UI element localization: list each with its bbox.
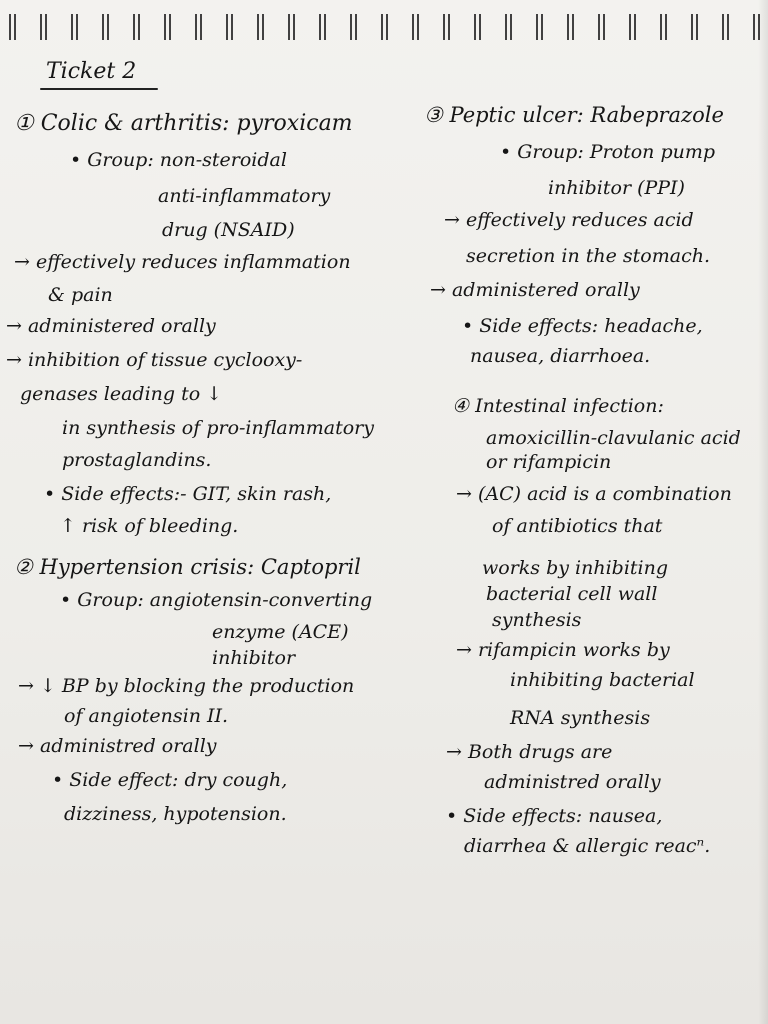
note-line: bacterial cell wall bbox=[486, 583, 658, 605]
note-line: amoxicillin-clavulanic acid bbox=[486, 427, 741, 449]
note-line: ② Hypertension crisis: Captopril bbox=[14, 555, 361, 579]
ticket-title: Ticket 2 bbox=[46, 59, 137, 84]
note-line: inhibitor bbox=[212, 647, 296, 669]
note-line: of angiotensin II. bbox=[64, 705, 229, 727]
note-line: • Side effects:- GIT, skin rash, bbox=[44, 483, 332, 505]
note-line: ① Colic & arthritis: pyroxicam bbox=[14, 111, 353, 136]
spiral-binding bbox=[0, 14, 768, 40]
note-line: • Group: angiotensin-converting bbox=[60, 589, 373, 611]
note-line: of antibiotics that bbox=[492, 515, 663, 537]
note-line: • Group: non-steroidal bbox=[70, 149, 287, 171]
note-line: prostaglandins. bbox=[62, 449, 212, 471]
note-line: synthesis bbox=[492, 609, 582, 631]
note-line: RNA synthesis bbox=[510, 707, 651, 729]
note-line: & pain bbox=[48, 284, 113, 306]
note-line: → (AC) acid is a combination bbox=[456, 483, 732, 505]
note-line: enzyme (ACE) bbox=[212, 621, 349, 643]
note-line: nausea, diarrhoea. bbox=[470, 345, 651, 367]
note-line: • Side effects: nausea, bbox=[446, 805, 663, 827]
note-line: genases leading to ↓ bbox=[20, 383, 223, 405]
note-line: → effectively reduces inflammation bbox=[14, 251, 351, 273]
note-line: administred orally bbox=[484, 771, 661, 793]
note-line: → effectively reduces acid bbox=[444, 209, 694, 231]
note-line: → administred orally bbox=[18, 735, 217, 757]
note-line: → Both drugs are bbox=[446, 741, 613, 763]
note-line: inhibiting bacterial bbox=[510, 669, 695, 691]
note-line: dizziness, hypotension. bbox=[64, 803, 287, 825]
note-line: ④ Intestinal infection: bbox=[452, 395, 664, 417]
note-line: secretion in the stomach. bbox=[466, 245, 710, 267]
note-line: → administered orally bbox=[6, 315, 216, 337]
note-line: • Side effects: headache, bbox=[462, 315, 703, 337]
note-line: or rifampicin bbox=[486, 451, 612, 473]
note-line: → inhibition of tissue cyclooxy- bbox=[6, 349, 303, 371]
note-line: anti-inflammatory bbox=[158, 185, 331, 207]
note-line: ↑ risk of bleeding. bbox=[60, 515, 239, 537]
note-line: works by inhibiting bbox=[482, 557, 669, 579]
note-line: → rifampicin works by bbox=[456, 639, 670, 661]
note-line: in synthesis of pro-inflammatory bbox=[62, 417, 374, 439]
note-line: • Side effect: dry cough, bbox=[52, 769, 288, 791]
note-line: ③ Peptic ulcer: Rabeprazole bbox=[424, 103, 724, 127]
title-underline bbox=[40, 88, 158, 90]
page-edge-shadow bbox=[758, 0, 768, 1024]
note-line: diarrhea & allergic reacⁿ. bbox=[464, 835, 711, 857]
note-line: inhibitor (PPI) bbox=[548, 177, 685, 199]
note-line: → ↓ BP by blocking the production bbox=[18, 675, 355, 697]
note-line: drug (NSAID) bbox=[162, 219, 295, 241]
note-line: • Group: Proton pump bbox=[500, 141, 716, 163]
note-line: → administered orally bbox=[430, 279, 640, 301]
